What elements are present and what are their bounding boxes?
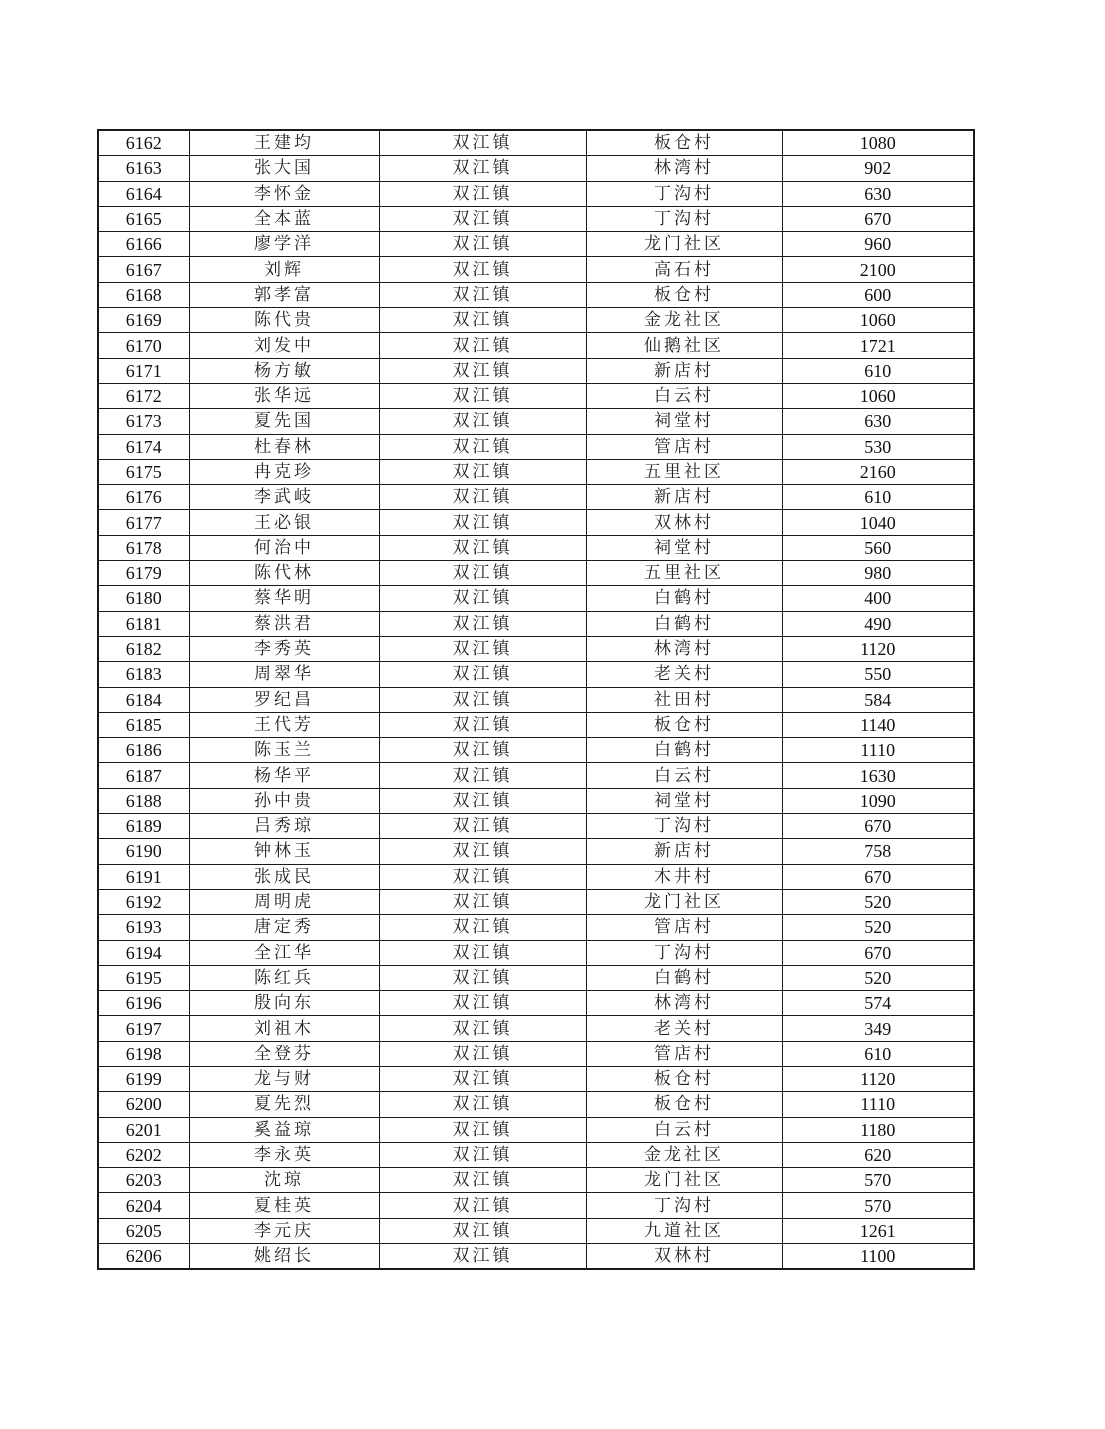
cell-village: 龙门社区 — [586, 1168, 782, 1193]
cell-amount: 980 — [782, 561, 974, 586]
cell-amount: 550 — [782, 662, 974, 687]
cell-serial-number: 6191 — [98, 864, 189, 889]
cell-serial-number: 6182 — [98, 636, 189, 661]
cell-amount: 1040 — [782, 510, 974, 535]
cell-village: 金龙社区 — [586, 308, 782, 333]
cell-amount: 610 — [782, 358, 974, 383]
cell-town: 双江镇 — [379, 181, 586, 206]
cell-village: 白鹤村 — [586, 738, 782, 763]
cell-serial-number: 6206 — [98, 1244, 189, 1270]
cell-serial-number: 6203 — [98, 1168, 189, 1193]
cell-village: 老关村 — [586, 1016, 782, 1041]
cell-town: 双江镇 — [379, 1066, 586, 1091]
table-row — [98, 788, 974, 813]
cell-town: 双江镇 — [379, 1244, 586, 1270]
table-row — [98, 1244, 974, 1270]
cell-name: 杨方敏 — [189, 358, 379, 383]
cell-amount: 570 — [782, 1168, 974, 1193]
cell-name: 杨华平 — [189, 763, 379, 788]
cell-name: 张华远 — [189, 383, 379, 408]
cell-amount: 1110 — [782, 738, 974, 763]
cell-serial-number: 6180 — [98, 586, 189, 611]
table-row — [98, 1066, 974, 1091]
cell-amount: 2100 — [782, 257, 974, 282]
cell-village: 祠堂村 — [586, 535, 782, 560]
table-row — [98, 535, 974, 560]
cell-amount: 670 — [782, 864, 974, 889]
cell-village: 祠堂村 — [586, 788, 782, 813]
cell-name: 张成民 — [189, 864, 379, 889]
cell-serial-number: 6178 — [98, 535, 189, 560]
cell-name: 全江华 — [189, 940, 379, 965]
cell-village: 丁沟村 — [586, 940, 782, 965]
cell-serial-number: 6190 — [98, 839, 189, 864]
table-row — [98, 1193, 974, 1218]
cell-name: 冉克珍 — [189, 459, 379, 484]
table-row — [98, 738, 974, 763]
cell-amount: 1110 — [782, 1092, 974, 1117]
cell-amount: 1060 — [782, 383, 974, 408]
cell-village: 白鹤村 — [586, 611, 782, 636]
table-row — [98, 333, 974, 358]
cell-town: 双江镇 — [379, 1092, 586, 1117]
cell-name: 钟林玉 — [189, 839, 379, 864]
cell-village: 管店村 — [586, 1041, 782, 1066]
cell-amount: 1120 — [782, 636, 974, 661]
cell-serial-number: 6179 — [98, 561, 189, 586]
table-row — [98, 839, 974, 864]
cell-village: 林湾村 — [586, 991, 782, 1016]
cell-town: 双江镇 — [379, 586, 586, 611]
cell-name: 夏桂英 — [189, 1193, 379, 1218]
cell-name: 郭孝富 — [189, 282, 379, 307]
table-row — [98, 991, 974, 1016]
cell-town: 双江镇 — [379, 864, 586, 889]
cell-serial-number: 6194 — [98, 940, 189, 965]
cell-serial-number: 6185 — [98, 712, 189, 737]
cell-town: 双江镇 — [379, 535, 586, 560]
cell-serial-number: 6181 — [98, 611, 189, 636]
table-row — [98, 232, 974, 257]
table-row — [98, 1142, 974, 1167]
cell-amount: 349 — [782, 1016, 974, 1041]
cell-name: 李怀金 — [189, 181, 379, 206]
cell-amount: 1060 — [782, 308, 974, 333]
cell-village: 管店村 — [586, 915, 782, 940]
cell-town: 双江镇 — [379, 156, 586, 181]
cell-serial-number: 6196 — [98, 991, 189, 1016]
cell-town: 双江镇 — [379, 611, 586, 636]
cell-name: 王代芳 — [189, 712, 379, 737]
table-row — [98, 156, 974, 181]
cell-town: 双江镇 — [379, 561, 586, 586]
cell-town: 双江镇 — [379, 308, 586, 333]
table-row — [98, 130, 974, 156]
cell-village: 龙门社区 — [586, 232, 782, 257]
table-row — [98, 409, 974, 434]
cell-town: 双江镇 — [379, 257, 586, 282]
cell-name: 夏先烈 — [189, 1092, 379, 1117]
table-row — [98, 510, 974, 535]
cell-village: 高石村 — [586, 257, 782, 282]
cell-serial-number: 6176 — [98, 485, 189, 510]
table-row — [98, 1016, 974, 1041]
cell-serial-number: 6171 — [98, 358, 189, 383]
cell-town: 双江镇 — [379, 1218, 586, 1243]
cell-serial-number: 6173 — [98, 409, 189, 434]
cell-serial-number: 6162 — [98, 130, 189, 156]
cell-town: 双江镇 — [379, 965, 586, 990]
cell-name: 蔡华明 — [189, 586, 379, 611]
cell-amount: 560 — [782, 535, 974, 560]
table-body — [98, 130, 974, 1269]
cell-village: 板仓村 — [586, 1092, 782, 1117]
cell-serial-number: 6189 — [98, 814, 189, 839]
cell-village: 林湾村 — [586, 636, 782, 661]
cell-serial-number: 6193 — [98, 915, 189, 940]
cell-serial-number: 6183 — [98, 662, 189, 687]
cell-village: 新店村 — [586, 358, 782, 383]
cell-town: 双江镇 — [379, 687, 586, 712]
cell-name: 全本蓝 — [189, 206, 379, 231]
cell-village: 木井村 — [586, 864, 782, 889]
cell-name: 奚益琼 — [189, 1117, 379, 1142]
table-row — [98, 662, 974, 687]
table-row — [98, 1041, 974, 1066]
cell-serial-number: 6175 — [98, 459, 189, 484]
table-row — [98, 965, 974, 990]
cell-serial-number: 6184 — [98, 687, 189, 712]
cell-village: 板仓村 — [586, 130, 782, 156]
table-row — [98, 1218, 974, 1243]
cell-amount: 902 — [782, 156, 974, 181]
table-row — [98, 257, 974, 282]
data-table — [97, 129, 975, 1270]
cell-name: 蔡洪君 — [189, 611, 379, 636]
cell-name: 李永英 — [189, 1142, 379, 1167]
cell-town: 双江镇 — [379, 839, 586, 864]
cell-village: 五里社区 — [586, 561, 782, 586]
cell-village: 五里社区 — [586, 459, 782, 484]
cell-name: 唐定秀 — [189, 915, 379, 940]
table-row — [98, 1092, 974, 1117]
cell-village: 九道社区 — [586, 1218, 782, 1243]
cell-amount: 400 — [782, 586, 974, 611]
cell-serial-number: 6198 — [98, 1041, 189, 1066]
cell-serial-number: 6202 — [98, 1142, 189, 1167]
table-row — [98, 864, 974, 889]
cell-town: 双江镇 — [379, 915, 586, 940]
cell-village: 金龙社区 — [586, 1142, 782, 1167]
cell-town: 双江镇 — [379, 1016, 586, 1041]
table-row — [98, 586, 974, 611]
cell-town: 双江镇 — [379, 358, 586, 383]
cell-town: 双江镇 — [379, 459, 586, 484]
cell-name: 姚绍长 — [189, 1244, 379, 1270]
cell-town: 双江镇 — [379, 991, 586, 1016]
table-row — [98, 1117, 974, 1142]
cell-village: 仙鹅社区 — [586, 333, 782, 358]
cell-village: 板仓村 — [586, 712, 782, 737]
cell-amount: 520 — [782, 889, 974, 914]
cell-village: 祠堂村 — [586, 409, 782, 434]
cell-village: 管店村 — [586, 434, 782, 459]
table-row — [98, 181, 974, 206]
cell-name: 龙与财 — [189, 1066, 379, 1091]
cell-amount: 520 — [782, 965, 974, 990]
cell-amount: 570 — [782, 1193, 974, 1218]
cell-name: 张大国 — [189, 156, 379, 181]
table-row — [98, 206, 974, 231]
cell-town: 双江镇 — [379, 409, 586, 434]
cell-serial-number: 6199 — [98, 1066, 189, 1091]
cell-town: 双江镇 — [379, 738, 586, 763]
cell-town: 双江镇 — [379, 1193, 586, 1218]
table-row — [98, 485, 974, 510]
cell-village: 社田村 — [586, 687, 782, 712]
cell-village: 白云村 — [586, 763, 782, 788]
cell-town: 双江镇 — [379, 788, 586, 813]
cell-name: 李武岐 — [189, 485, 379, 510]
cell-amount: 584 — [782, 687, 974, 712]
cell-amount: 620 — [782, 1142, 974, 1167]
cell-amount: 1090 — [782, 788, 974, 813]
cell-town: 双江镇 — [379, 763, 586, 788]
cell-village: 板仓村 — [586, 282, 782, 307]
cell-amount: 1120 — [782, 1066, 974, 1091]
cell-town: 双江镇 — [379, 333, 586, 358]
table-row — [98, 611, 974, 636]
cell-name: 全登芬 — [189, 1041, 379, 1066]
table-row — [98, 636, 974, 661]
cell-amount: 960 — [782, 232, 974, 257]
cell-town: 双江镇 — [379, 232, 586, 257]
cell-amount: 758 — [782, 839, 974, 864]
cell-serial-number: 6200 — [98, 1092, 189, 1117]
cell-serial-number: 6201 — [98, 1117, 189, 1142]
cell-serial-number: 6192 — [98, 889, 189, 914]
table-row — [98, 434, 974, 459]
cell-town: 双江镇 — [379, 434, 586, 459]
cell-town: 双江镇 — [379, 510, 586, 535]
cell-village: 白鹤村 — [586, 965, 782, 990]
cell-amount: 630 — [782, 181, 974, 206]
cell-village: 丁沟村 — [586, 206, 782, 231]
cell-village: 白云村 — [586, 1117, 782, 1142]
cell-village: 龙门社区 — [586, 889, 782, 914]
cell-amount: 1140 — [782, 712, 974, 737]
cell-amount: 574 — [782, 991, 974, 1016]
cell-name: 王建均 — [189, 130, 379, 156]
cell-serial-number: 6197 — [98, 1016, 189, 1041]
cell-village: 丁沟村 — [586, 1193, 782, 1218]
cell-serial-number: 6205 — [98, 1218, 189, 1243]
cell-town: 双江镇 — [379, 1142, 586, 1167]
cell-village: 白鹤村 — [586, 586, 782, 611]
table-row — [98, 459, 974, 484]
cell-town: 双江镇 — [379, 130, 586, 156]
cell-name: 陈玉兰 — [189, 738, 379, 763]
cell-name: 周明虎 — [189, 889, 379, 914]
cell-name: 刘发中 — [189, 333, 379, 358]
table-row — [98, 687, 974, 712]
cell-town: 双江镇 — [379, 1041, 586, 1066]
cell-amount: 670 — [782, 814, 974, 839]
cell-serial-number: 6174 — [98, 434, 189, 459]
cell-amount: 610 — [782, 1041, 974, 1066]
cell-village: 丁沟村 — [586, 181, 782, 206]
cell-village: 双林村 — [586, 1244, 782, 1270]
cell-village: 老关村 — [586, 662, 782, 687]
cell-town: 双江镇 — [379, 814, 586, 839]
cell-town: 双江镇 — [379, 712, 586, 737]
cell-village: 林湾村 — [586, 156, 782, 181]
cell-serial-number: 6204 — [98, 1193, 189, 1218]
cell-amount: 1630 — [782, 763, 974, 788]
cell-name: 陈代林 — [189, 561, 379, 586]
cell-name: 杜春林 — [189, 434, 379, 459]
cell-amount: 490 — [782, 611, 974, 636]
cell-town: 双江镇 — [379, 485, 586, 510]
cell-name: 何治中 — [189, 535, 379, 560]
cell-village: 白云村 — [586, 383, 782, 408]
cell-amount: 2160 — [782, 459, 974, 484]
cell-amount: 610 — [782, 485, 974, 510]
cell-name: 刘祖木 — [189, 1016, 379, 1041]
cell-name: 陈红兵 — [189, 965, 379, 990]
cell-town: 双江镇 — [379, 940, 586, 965]
cell-name: 吕秀琼 — [189, 814, 379, 839]
cell-name: 李元庆 — [189, 1218, 379, 1243]
cell-serial-number: 6168 — [98, 282, 189, 307]
table-row — [98, 308, 974, 333]
table-row — [98, 358, 974, 383]
table-row — [98, 561, 974, 586]
cell-name: 李秀英 — [189, 636, 379, 661]
cell-serial-number: 6166 — [98, 232, 189, 257]
cell-village: 双林村 — [586, 510, 782, 535]
table-row — [98, 763, 974, 788]
table-row — [98, 940, 974, 965]
cell-amount: 1261 — [782, 1218, 974, 1243]
cell-village: 丁沟村 — [586, 814, 782, 839]
cell-amount: 600 — [782, 282, 974, 307]
cell-amount: 1721 — [782, 333, 974, 358]
cell-serial-number: 6164 — [98, 181, 189, 206]
cell-serial-number: 6170 — [98, 333, 189, 358]
cell-town: 双江镇 — [379, 282, 586, 307]
cell-serial-number: 6186 — [98, 738, 189, 763]
cell-town: 双江镇 — [379, 1168, 586, 1193]
table-row — [98, 915, 974, 940]
cell-amount: 1100 — [782, 1244, 974, 1270]
cell-amount: 1080 — [782, 130, 974, 156]
cell-name: 王必银 — [189, 510, 379, 535]
cell-town: 双江镇 — [379, 636, 586, 661]
cell-serial-number: 6167 — [98, 257, 189, 282]
cell-town: 双江镇 — [379, 206, 586, 231]
cell-name: 夏先国 — [189, 409, 379, 434]
cell-serial-number: 6165 — [98, 206, 189, 231]
cell-village: 新店村 — [586, 839, 782, 864]
cell-serial-number: 6172 — [98, 383, 189, 408]
cell-name: 殷向东 — [189, 991, 379, 1016]
cell-town: 双江镇 — [379, 889, 586, 914]
table-row — [98, 282, 974, 307]
cell-town: 双江镇 — [379, 662, 586, 687]
cell-amount: 670 — [782, 940, 974, 965]
cell-name: 陈代贵 — [189, 308, 379, 333]
cell-name: 廖学洋 — [189, 232, 379, 257]
cell-town: 双江镇 — [379, 383, 586, 408]
cell-name: 罗纪昌 — [189, 687, 379, 712]
cell-amount: 1180 — [782, 1117, 974, 1142]
cell-serial-number: 6169 — [98, 308, 189, 333]
cell-serial-number: 6177 — [98, 510, 189, 535]
cell-village: 新店村 — [586, 485, 782, 510]
table-row — [98, 814, 974, 839]
cell-amount: 670 — [782, 206, 974, 231]
cell-serial-number: 6195 — [98, 965, 189, 990]
cell-amount: 530 — [782, 434, 974, 459]
cell-village: 板仓村 — [586, 1066, 782, 1091]
cell-name: 孙中贵 — [189, 788, 379, 813]
cell-serial-number: 6187 — [98, 763, 189, 788]
table-row — [98, 889, 974, 914]
table-row — [98, 712, 974, 737]
cell-name: 刘辉 — [189, 257, 379, 282]
cell-name: 周翠华 — [189, 662, 379, 687]
cell-amount: 520 — [782, 915, 974, 940]
table-row — [98, 1168, 974, 1193]
cell-name: 沈琼 — [189, 1168, 379, 1193]
cell-serial-number: 6188 — [98, 788, 189, 813]
cell-serial-number: 6163 — [98, 156, 189, 181]
cell-amount: 630 — [782, 409, 974, 434]
table-row — [98, 383, 974, 408]
cell-town: 双江镇 — [379, 1117, 586, 1142]
